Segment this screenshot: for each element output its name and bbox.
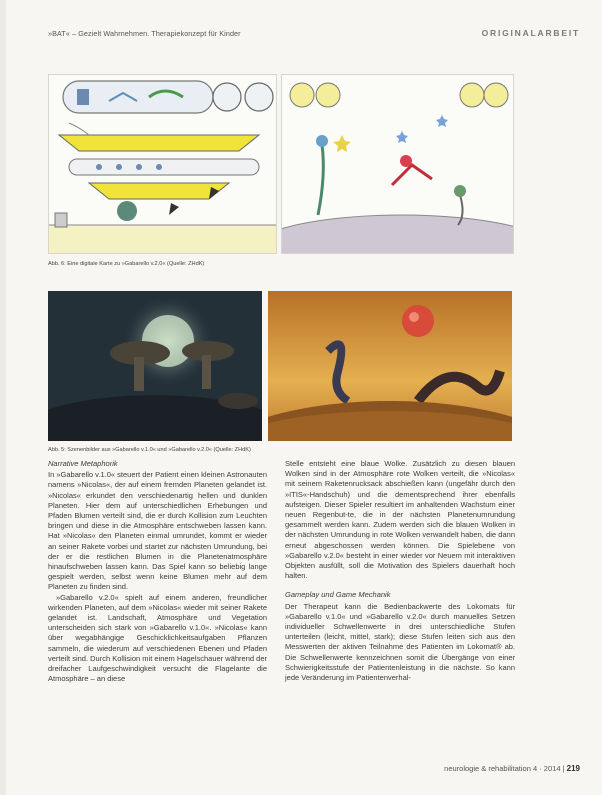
- figure-scene-warm-planet: [268, 291, 512, 441]
- paragraph: Der Therapeut kann die Bedienbackwerte des Lokomats für »Gabarello v.1.0« und »Gabarello v.2.0« durch manuelles Setzen individueller Schwellenwerte in drei unterschiedliche Stufen unterteilen (leicht, mittel, stark); diese Stufen leiten sich aus den Messwerten der aktiven Teilnahme des Patienten im Lokomat® ab. Die Schwellenwerte kennzeichnen somit die Übergänge von einer Schwierigkeitsstufe der Patientenleistung in die nächste. So kann jede Veränderung im Patientenverhal-: [285, 601, 515, 683]
- figure-planet-sketch: [281, 74, 514, 254]
- paragraph: In »Gabarello v.1.0« steuert der Patient einen kleinen Astronauten namens »Nicolas«, der auf einem fremden Planeten gelandet ist. »Nicolas« erkundet den verschiedenartig hellen und dunklen Planeten. Hier dem auf unterschiedlichen Erhebungen und Pfaden Blumen verteilt sind, die er durch Kollision zum Leuchten bringen und diese in die Atmosphäre entschweben lassen kann. Hat »Nicolas« den Planeten einmal umrundet, kommt er wieder an seiner Rakete vorbei und startet zur nächsten Umrundung, bei der er die restlichen Blumen in die Planetenatmosphäre hinaufschweben lassen kann. Das Spiel kann so beliebig lange gespielt werden, selbst wenn keine Blumen mehr auf dem Planeten zu finden sind.: [48, 470, 267, 592]
- warm-planet-scene: [268, 291, 512, 441]
- section-heading-narrative: Narrative Metaphorik: [48, 459, 118, 468]
- figure-caption-6: Abb. 6: Eine digitale Karte zu »Gabarello v.2.0« (Quelle: ZHdK): [48, 261, 205, 267]
- section-heading-gameplay: Gameplay und Game Mechanik: [285, 590, 391, 600]
- running-header: »BAT« – Gezielt Wahrnehmen. Therapiekonzept für Kinder: [48, 29, 241, 38]
- level-map-drawing: [49, 75, 276, 253]
- section-label: ORIGINALARBEIT: [481, 28, 580, 38]
- journal-name: neurologie & rehabilitation 4 · 2014: [444, 764, 561, 773]
- page-footer: neurologie & rehabilitation 4 · 2014 | 219: [444, 764, 580, 773]
- figure-caption-5: Abb. 5: Szenenbilder aus »Gabarello v.1.0« und »Gabarello v.2.0« (Quelle: ZHdK): [48, 447, 251, 453]
- planet-sketch-drawing: [282, 75, 513, 253]
- body-column-left: [48, 459, 267, 684]
- dark-planet-scene: [48, 291, 262, 441]
- figure-scene-dark-planet: [48, 291, 262, 441]
- page-number: 219: [566, 764, 580, 773]
- page-spine-shadow: [0, 0, 6, 795]
- body-column-right: [285, 459, 515, 683]
- paragraph: Stelle entsteht eine blaue Wolke. Zusätzlich zu diesen blauen Wolken sind in der Atmosphäre rote Wolken verteilt, die »Nicolas« mit seinem Raketenrucksack abschießen kann (ungefähr durch den »ITIS«-Handschuh) und die dementsprechend ihrer ebenfalls aufsteigen. Dieser Spieler resultiert im anhaltenden Wachstum einer neuen Regenbut-te, die in der nächsten Planetenumrundung gesammelt werden kann. Zudem werden sich die blauen Wolken in der nächsten Umrundung in rote Wolken verwandelt haben, die dann erneut abgeschossen werden können. Die Spielebene von »Gabarello v.2.0« besteht in einer wieder vor Neuem mit interaktiven Objekten ausfüllt, soll die Motivation des Spielers dauerhaft hoch halten.: [285, 459, 515, 581]
- figure-level-map: [48, 74, 277, 254]
- paragraph: »Gabarello v.2.0« spielt auf einem anderen, freundlicher wirkenden Planeten, auf dem »Nicolas« wieder mit seiner Rakete gelandet ist. Landschaft, Atmosphäre und Vegetation unterscheiden sich stark von »Gabarello v.1.0«. »Nicolas« kann über wegabhängige Geschicklichkeitsaufgaben Pflanzen sammeln, die wiederum auf verschiedenen Ebenen und Pfaden verteilt sind. Durch Kollision mit einem Hagelschauer während der dreifacher Laufgeschwindigkeit versucht die Flagelante die Atmosphäre – an diese: [48, 592, 267, 684]
